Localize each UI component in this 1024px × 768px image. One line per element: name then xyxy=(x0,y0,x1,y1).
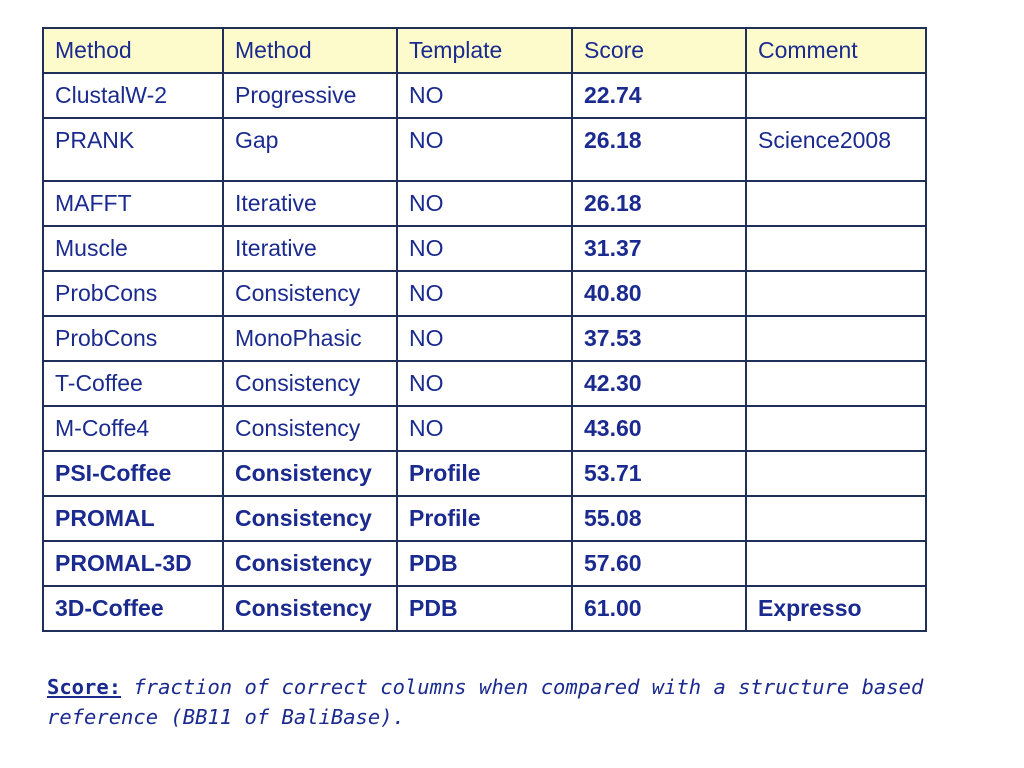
table-header-row xyxy=(43,28,926,73)
cell-template: NO xyxy=(397,118,572,181)
table-row xyxy=(43,316,926,361)
score-footnote xyxy=(47,672,927,732)
cell-score: 61.00 xyxy=(572,586,746,631)
cell-method: PSI-Coffee xyxy=(43,451,223,496)
cell-method: MAFFT xyxy=(43,181,223,226)
cell-template: PDB xyxy=(397,586,572,631)
cell-method: PROMAL-3D xyxy=(43,541,223,586)
cell-template: NO xyxy=(397,226,572,271)
footnote-definition: fraction of correct columns when compared with a structure based reference (BB11 of BaliBase). xyxy=(47,675,924,729)
header-method: Method xyxy=(43,28,223,73)
cell-method-type: Consistency xyxy=(223,271,397,316)
cell-method: PRANK xyxy=(43,118,223,181)
cell-comment xyxy=(746,496,926,541)
cell-template: NO xyxy=(397,316,572,361)
cell-score: 40.80 xyxy=(572,271,746,316)
cell-template: PDB xyxy=(397,541,572,586)
cell-comment xyxy=(746,73,926,118)
cell-method-type: Consistency xyxy=(223,496,397,541)
cell-method: M-Coffe4 xyxy=(43,406,223,451)
cell-method-type: MonoPhasic xyxy=(223,316,397,361)
table-row-highlighted xyxy=(43,496,926,541)
cell-comment: Expresso xyxy=(746,586,926,631)
cell-method-type: Consistency xyxy=(223,541,397,586)
cell-score: 31.37 xyxy=(572,226,746,271)
cell-score: 43.60 xyxy=(572,406,746,451)
cell-method-type: Progressive xyxy=(223,73,397,118)
cell-method-type: Consistency xyxy=(223,406,397,451)
cell-score: 26.18 xyxy=(572,181,746,226)
cell-template: Profile xyxy=(397,496,572,541)
cell-comment xyxy=(746,181,926,226)
table-row xyxy=(43,226,926,271)
cell-comment xyxy=(746,226,926,271)
cell-comment xyxy=(746,451,926,496)
cell-method: PROMAL xyxy=(43,496,223,541)
results-table-container xyxy=(42,27,925,632)
cell-comment xyxy=(746,271,926,316)
cell-method-type: Iterative xyxy=(223,181,397,226)
cell-template: NO xyxy=(397,73,572,118)
cell-template: NO xyxy=(397,271,572,316)
cell-method: ProbCons xyxy=(43,316,223,361)
cell-score: 53.71 xyxy=(572,451,746,496)
footnote-term: Score: xyxy=(47,675,122,699)
cell-method-type: Iterative xyxy=(223,226,397,271)
table-row xyxy=(43,406,926,451)
table-row-highlighted xyxy=(43,541,926,586)
table-row-highlighted xyxy=(43,586,926,631)
cell-template: NO xyxy=(397,361,572,406)
cell-method: T-Coffee xyxy=(43,361,223,406)
table-row xyxy=(43,361,926,406)
header-template: Template xyxy=(397,28,572,73)
header-score: Score xyxy=(572,28,746,73)
cell-comment xyxy=(746,406,926,451)
cell-template: NO xyxy=(397,181,572,226)
cell-score: 42.30 xyxy=(572,361,746,406)
cell-comment xyxy=(746,361,926,406)
table-row xyxy=(43,118,926,181)
cell-score: 26.18 xyxy=(572,118,746,181)
cell-method: ClustalW-2 xyxy=(43,73,223,118)
table-row xyxy=(43,181,926,226)
header-method-type: Method xyxy=(223,28,397,73)
cell-template: Profile xyxy=(397,451,572,496)
cell-method: 3D-Coffee xyxy=(43,586,223,631)
cell-comment xyxy=(746,316,926,361)
cell-comment: Science2008 xyxy=(746,118,926,181)
cell-comment xyxy=(746,541,926,586)
cell-score: 55.08 xyxy=(572,496,746,541)
cell-method-type: Consistency xyxy=(223,586,397,631)
header-comment: Comment xyxy=(746,28,926,73)
cell-score: 22.74 xyxy=(572,73,746,118)
cell-method-type: Gap xyxy=(223,118,397,181)
table-row xyxy=(43,271,926,316)
cell-method: Muscle xyxy=(43,226,223,271)
cell-method: ProbCons xyxy=(43,271,223,316)
cell-score: 37.53 xyxy=(572,316,746,361)
cell-template: NO xyxy=(397,406,572,451)
alignment-methods-table xyxy=(42,27,927,632)
table-row-highlighted xyxy=(43,451,926,496)
table-row xyxy=(43,73,926,118)
cell-method-type: Consistency xyxy=(223,361,397,406)
cell-method-type: Consistency xyxy=(223,451,397,496)
cell-score: 57.60 xyxy=(572,541,746,586)
